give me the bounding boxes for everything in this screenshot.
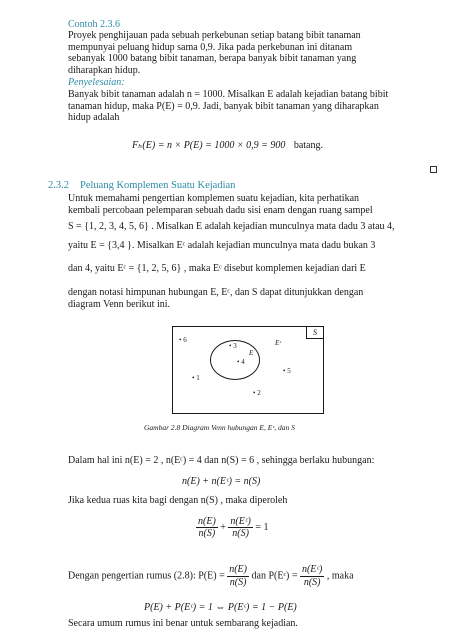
venn-point: • 5 — [283, 367, 291, 375]
formula-unit: batang. — [293, 140, 323, 151]
fraction-numerator: n(Eᶜ) — [230, 516, 251, 527]
section-line: dengan notasi himpunan hubungan E, Eᶜ, dan S dapat ditunjukkan dengan — [68, 287, 364, 298]
complement-rule: P(E) + P(Eᶜ) = 1 ⇔ P(Eᶜ) = 1 − P(E) — [144, 602, 297, 613]
rule-end: , maka — [326, 570, 354, 582]
solution-label: Penyelesaian: — [68, 77, 125, 88]
expected-frequency-formula — [132, 140, 323, 151]
section-line: Untuk memahami pengertian komplemen suatu kejadian, kita perhatikan — [68, 193, 360, 204]
counts-line: Dalam hal ini n(E) = 2 , n(Eᶜ) = 4 dan n(S) = 6 , sehingga berlaku hubungan: — [68, 455, 375, 466]
fraction-ne-ns — [196, 516, 218, 539]
venn-point: • 6 — [179, 336, 187, 344]
event-e-label: E — [249, 349, 254, 357]
fraction-denominator: n(S) — [303, 576, 321, 588]
section-line: kembali percobaan pelemparan sebuah dadu sisi enam dengan ruang sampel — [68, 205, 373, 216]
plus-sign: + — [220, 522, 226, 533]
section-line: dan 4, yaitu Eᶜ = {1, 2, 5, 6} , maka Eᶜ disebut komplemen kejadian dari E — [68, 263, 366, 274]
problem-line: mempunyai peluang hidup sama 0,9. Jika pada perkebunan ini ditanam — [68, 41, 353, 53]
venn-point: • 3 — [229, 342, 237, 350]
venn-point: • 2 — [253, 389, 261, 397]
count-equation: n(E) + n(Eᶜ) = n(S) — [182, 476, 261, 487]
problem-line: Proyek penghijauan pada sebuah perkebunan setiap batang bibit tanaman — [68, 30, 361, 41]
rule-mid: dan P(Eᶜ) = — [251, 570, 298, 582]
fraction-denominator: n(S) — [198, 528, 216, 539]
example-title: Contoh 2.3.6 — [68, 19, 120, 30]
fraction-denominator: n(S) — [229, 576, 247, 588]
complement-label: Eᶜ — [275, 339, 282, 347]
fraction-nec-ns — [228, 516, 252, 539]
venn-diagram — [172, 326, 324, 414]
figure-caption: Gambar 2.8 Diagram Venn hubungan E, Eᶜ, dan S — [144, 423, 295, 432]
fraction-numerator: n(E) — [229, 564, 247, 575]
section-line: S = {1, 2, 3, 4, 5, 6} . Misalkan E adalah kejadian munculnya mata dadu 3 atau 4, — [68, 221, 395, 232]
fraction-denominator: n(S) — [232, 528, 249, 539]
closing-line: Secara umum rumus ini benar untuk sembarang kejadian. — [68, 618, 298, 629]
divide-line: Jika kedua ruas kita bagi dengan n(S) , maka diperoleh — [68, 495, 288, 506]
fraction-pe — [227, 564, 249, 588]
end-of-example-mark — [430, 166, 437, 173]
formula-text: Fₕ(E) = n × P(E) = 1000 × 0,9 = 900 — [132, 140, 286, 151]
solution-line: hidup adalah — [68, 112, 120, 123]
fraction-numerator: n(Eᶜ) — [301, 564, 323, 575]
fraction-equation — [196, 516, 268, 539]
section-number: 2.3.2 — [48, 180, 69, 191]
solution-line: Banyak bibit tanaman adalah n = 1000. Misalkan E adalah kejadian batang bibit — [68, 89, 389, 100]
fraction-pec — [300, 564, 324, 588]
solution-text — [68, 89, 444, 124]
problem-line: sebanyak 1000 batang bibit tanaman, berapa banyak bibit tanaman yang — [68, 53, 357, 64]
example-problem — [68, 30, 440, 76]
section-line: yaitu E = {3,4 }. Misalkan Eᶜ adalah kejadian munculnya mata dadu bukan 3 — [68, 240, 376, 251]
section-line: diagram Venn berikut ini. — [68, 299, 171, 310]
sample-space-label: S — [306, 327, 323, 339]
venn-point: • 1 — [192, 374, 200, 382]
fraction-numerator: n(E) — [198, 516, 216, 527]
rule-intro: Dengan pengertian rumus (2.8): P(E) = — [68, 570, 225, 582]
equals-one: = 1 — [255, 522, 269, 533]
probability-line — [68, 564, 448, 588]
section-title: Peluang Komplemen Suatu Kejadian — [80, 180, 236, 191]
venn-point: • 4 — [237, 358, 245, 366]
solution-line: tanaman hidup, maka P(E) = 0,9. Jadi, banyak bibit tanaman yang diharapkan — [68, 100, 379, 112]
problem-line: diharapkan hidup. — [68, 64, 141, 76]
